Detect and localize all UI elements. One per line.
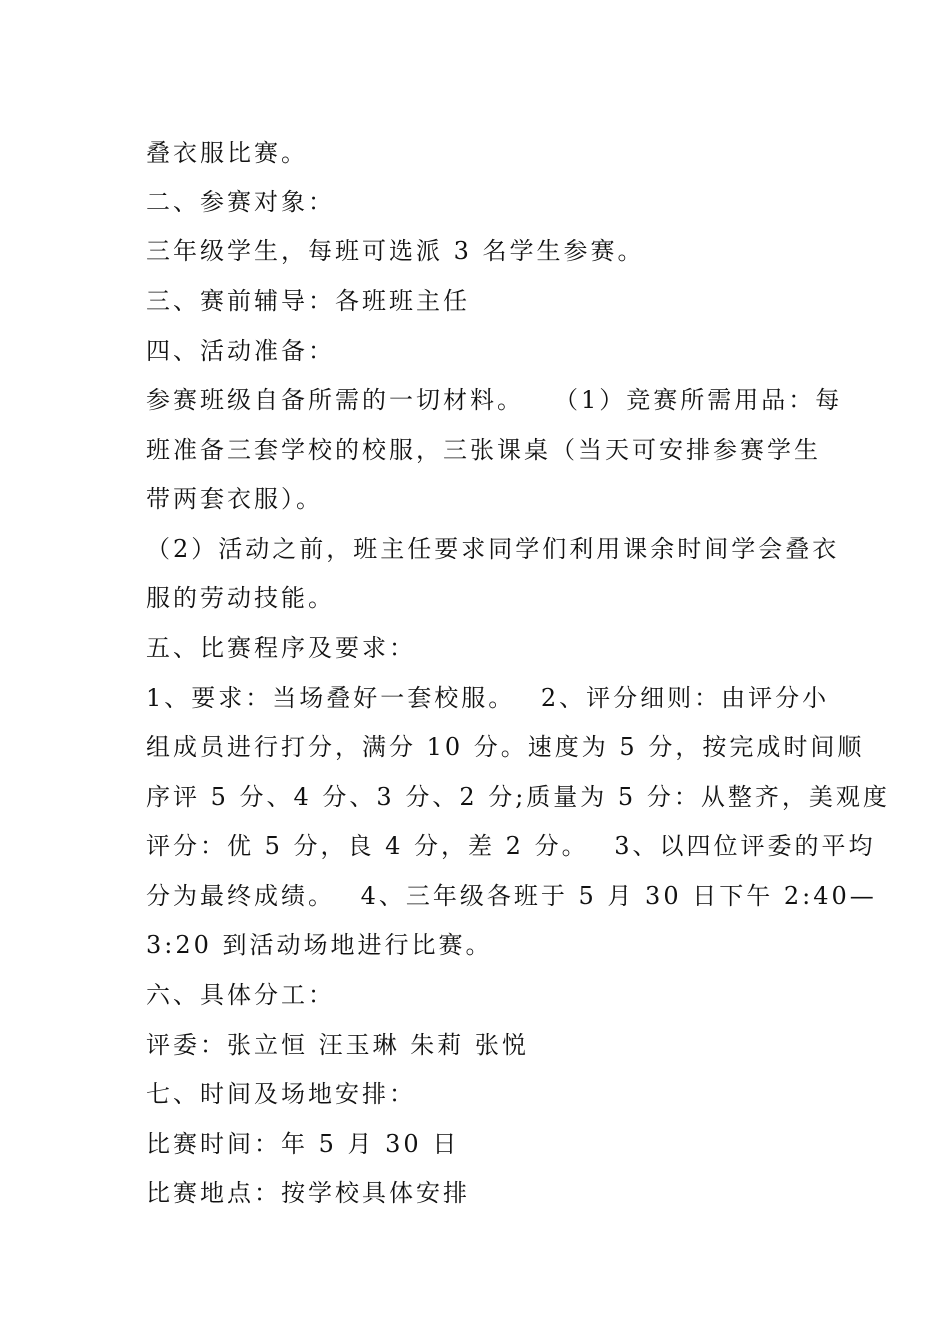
text-line: 服的劳动技能。 [146, 584, 335, 612]
text-line: 三年级学生，每班可选派 3 名学生参赛。 [146, 237, 645, 265]
text-line: 1、要求：当场叠好一套校服。 2、评分细则：由评分小 [146, 684, 830, 712]
section-heading: 六、具体分工： [146, 981, 335, 1009]
text-line: 比赛地点：按学校具体安排 [146, 1179, 470, 1207]
section-heading: 三、赛前辅导：各班班主任 [146, 287, 470, 315]
text-line: 班准备三套学校的校服，三张课桌（当天可安排参赛学生 [146, 436, 821, 464]
section-heading: 七、时间及场地安排： [146, 1080, 416, 1108]
section-heading: 五、比赛程序及要求： [146, 634, 416, 662]
section-heading: 四、活动准备： [146, 337, 335, 365]
text-line: 评分：优 5 分，良 4 分，差 2 分。 3、以四位评委的平均 [146, 832, 876, 860]
text-line: 组成员进行打分，满分 10 分。速度为 5 分，按完成时间顺 [146, 733, 865, 761]
text-line: 3:20 到活动场地进行比赛。 [146, 931, 493, 959]
text-line: 比赛时间：年 5 月 30 日 [146, 1130, 460, 1158]
text-line: 分为最终成绩。 4、三年级各班于 5 月 30 日下午 2:40— [146, 882, 877, 910]
section-heading: 二、参赛对象： [146, 188, 335, 216]
text-line: 序评 5 分、4 分、3 分、2 分;质量为 5 分：从整齐，美观度 [146, 783, 890, 811]
text-line: 带两套衣服）。 [146, 485, 323, 513]
text-line: 评委：张立恒 汪玉琳 朱莉 张悦 [146, 1031, 529, 1059]
text-line: 叠衣服比赛。 [146, 139, 308, 167]
text-line: （2）活动之前，班主任要求同学们利用课余时间学会叠衣 [146, 535, 840, 563]
text-line: 参赛班级自备所需的一切材料。 （1）竞赛所需用品：每 [146, 386, 843, 414]
